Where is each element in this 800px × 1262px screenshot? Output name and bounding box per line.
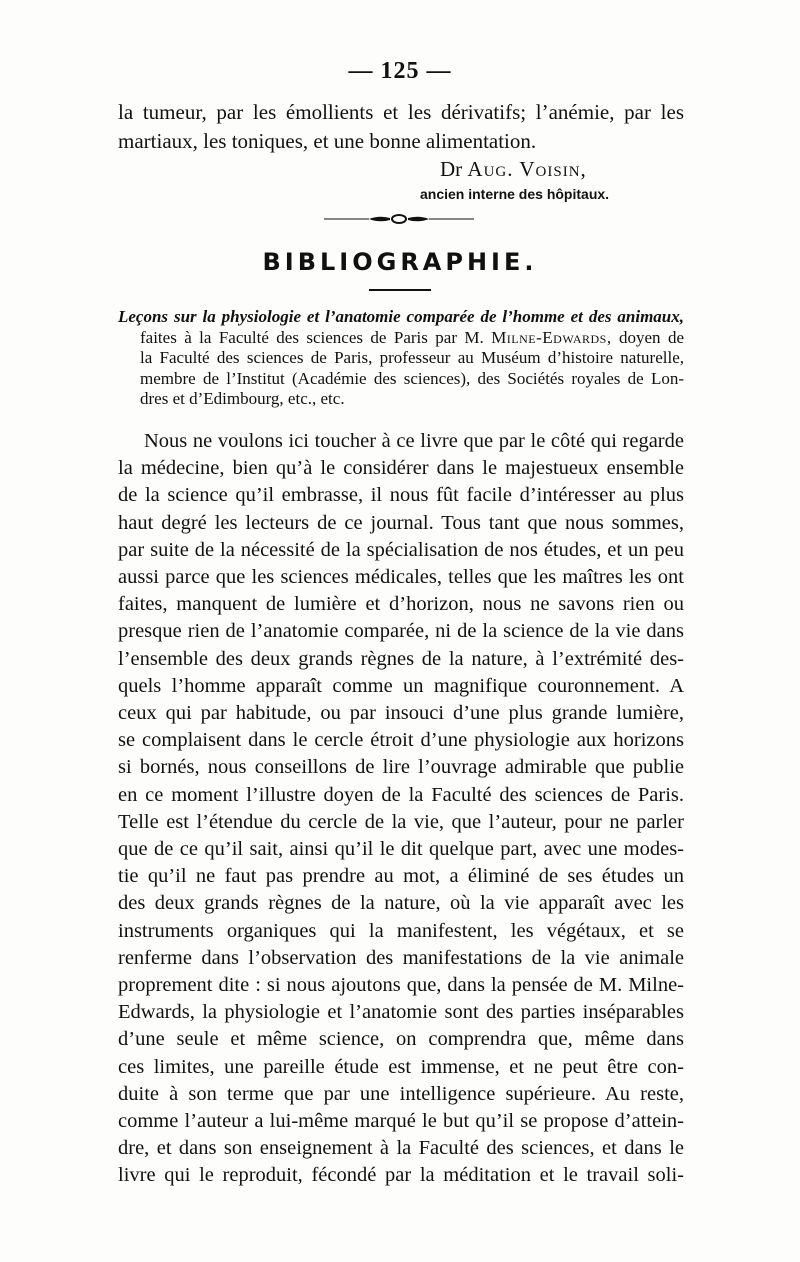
body-line: renferme dans l’observation des manifestations de la vie animale	[118, 946, 684, 969]
body-line: livre qui le reproduit, fécondé par la méditation et le travail soli-	[118, 1164, 684, 1187]
body-line: duite à son terme que par une intelligence supérieure. Au reste,	[118, 1082, 684, 1105]
body-line: ces limites, une pareille étude est immense, et ne peut être con-	[118, 1055, 684, 1078]
body-line: de la science qu’il embrasse, il nous fût facile d’intéresser au plus	[118, 484, 684, 507]
section-heading: BIBLIOGRAPHIE.	[262, 248, 538, 276]
body-line: comme l’auteur a lui-même marqué le but qu’il se propose d’attein-	[118, 1110, 684, 1133]
body-line: faites, manquent de lumière et d’horizon, nous ne savons rien ou	[118, 593, 684, 616]
citation-line: la Faculté des sciences de Paris, professeur au Muséum d’histoire naturelle,	[140, 348, 684, 367]
citation-author: Milne-Edwards,	[491, 327, 612, 347]
heading-rule	[369, 289, 431, 291]
body-line: ceux qui par habitude, ou par insouci d’une plus grande lumière,	[118, 702, 684, 725]
ornamental-separator	[324, 212, 474, 226]
body-line: instruments organiques qui la manifestent, les végétaux, et se	[118, 919, 684, 942]
body-line: en ce moment l’illustre doyen de la Faculté des sciences de Paris.	[118, 783, 684, 806]
citation-line: dres et d’Edimbourg, etc., etc.	[140, 389, 345, 408]
body-line: Edwards, la physiologie et l’anatomie sont des parties inséparables	[118, 1001, 684, 1024]
body-line: par suite de la nécessité de la spécialisation de nos études, et un peu	[118, 538, 684, 561]
body-line: proprement dite : si nous ajoutons que, dans la pensée de M. Milne-	[118, 974, 684, 997]
body-line: des deux grands règnes de la nature, où la vie apparaît avec les	[118, 892, 684, 915]
previous-article-ending	[118, 98, 684, 156]
body-line: d’une seule et même science, on comprendra que, même dans	[118, 1028, 684, 1051]
body-line: l’ensemble des deux grands règnes de la nature, à l’extrémité des-	[118, 647, 684, 670]
body-line: dre, et dans son enseignement à la Faculté des sciences, et dans le	[118, 1137, 684, 1160]
body-line: haut degré les lecteurs de ce journal. Tous tant que nous sommes,	[118, 511, 684, 534]
citation-line: faites à la Faculté des sciences de Paris par M. Milne-Edwards, doyen de	[140, 327, 685, 347]
text-line: martiaux, les toniques, et une bonne alimentation.	[118, 129, 537, 153]
body-line: que de ce qu’il sait, ainsi qu’il le dit quelque part, avec une modes-	[118, 838, 684, 861]
citation-title: Leçons sur la physiologie et l’anatomie comparée de l’homme et des animaux,	[118, 307, 684, 326]
review-body	[118, 428, 684, 1190]
author-signature	[420, 156, 690, 202]
book-citation	[118, 307, 684, 410]
body-line: presque rien de l’anatomie comparée, ni de la science de la vie dans	[118, 620, 684, 643]
page-number: — 125 —	[348, 58, 452, 84]
body-line: aussi parce que les sciences médicales, telles que les maîtres les ont	[118, 566, 684, 589]
body-line: Telle est l’étendue du cercle de la vie, que l’auteur, pour ne parler	[118, 810, 684, 833]
body-line: Nous ne voulons ici toucher à ce livre que par le côté qui regarde	[144, 430, 684, 452]
signature-title: ancien interne des hôpitaux.	[420, 186, 610, 202]
signature-prefix: Dr	[440, 157, 463, 181]
body-line: tie qu’il ne faut pas prendre au mot, a éliminé de ses études un	[118, 865, 684, 888]
citation-line: membre de l’Institut (Académie des sciences), des Sociétés royales de Lon-	[140, 368, 684, 388]
body-line: quels l’homme apparaît comme un magnifique couronnement. A	[118, 674, 684, 697]
body-line: la médecine, bien qu’à le considérer dans le majestueux ensemble	[118, 457, 684, 480]
body-line: se complaisent dans le cercle étroit d’une physiologie aux horizons	[118, 729, 684, 752]
body-line: si bornés, nous conseillons de lire l’ouvrage admirable que publie	[118, 756, 684, 779]
signature-author: Aug. Voisin,	[467, 157, 587, 181]
text-line: la tumeur, par les émollients et les dérivatifs; l’anémie, par les	[118, 100, 684, 124]
signature-name	[420, 156, 690, 182]
